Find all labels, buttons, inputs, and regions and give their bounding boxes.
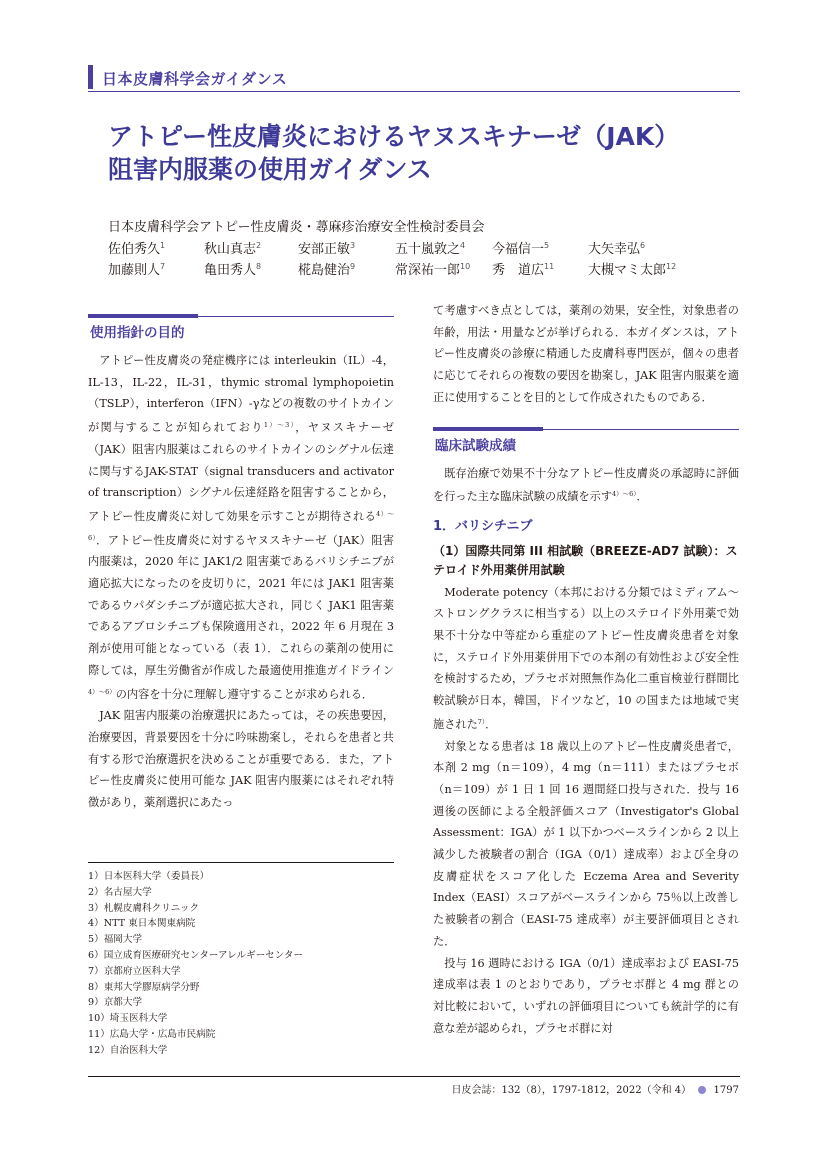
- footnote: 1）日本医科大学（委員長）: [88, 871, 210, 882]
- citation-ref: 4）〜6）: [88, 509, 394, 542]
- author: 大槻マミ太郎$^{12}$: [588, 262, 677, 278]
- author-row: [108, 259, 728, 280]
- author-list: [108, 238, 728, 280]
- header-accent-bar: [88, 65, 93, 89]
- header-rule: [88, 91, 740, 92]
- section-heading: [433, 429, 739, 457]
- footnote: 7）京都府立医科大学: [88, 965, 181, 977]
- citation-ref: 7）: [477, 717, 486, 726]
- journal-citation: 日皮会誌：132（8），1797-1812，2022（令和 4）: [451, 1085, 692, 1096]
- section-accent: [88, 314, 198, 318]
- footnote: 2）名古屋大学: [88, 886, 152, 898]
- author: 秀 道広$^{11}$: [492, 262, 555, 278]
- footnote: 9）京都大学: [88, 997, 143, 1009]
- committee-name: 日本皮膚科学会アトピー性皮膚炎・蕁麻疹治療安全性検討委員会: [108, 220, 485, 235]
- paragraph: 投与 16 週時における IGA（0/1）達成率および EASI-75 達成率は表 1 のとおりであり，プラセボ群と 4 mg 群との対比較において，いずれの評価項目についても統計学的に有意な差が認められ，プラセボ群に対: [433, 956, 739, 1035]
- section-accent: [433, 427, 543, 431]
- footnote: 8）東邦大学膠原病学分野: [88, 981, 200, 993]
- author: 椛島健治$^9$: [298, 262, 356, 278]
- footnote: 10）埼玉医科大学: [88, 1013, 168, 1025]
- author: 大矢幸弘$^6$: [588, 241, 646, 257]
- citation-ref: 4）〜6）: [88, 687, 116, 696]
- author: 亀田秀人$^8$: [204, 262, 262, 278]
- subsubsection-title: （1）国際共同第 III 相試験（BREEZE-AD7 試験）：ステロイド外用薬併用試験: [433, 543, 738, 577]
- author: 安部正敏$^3$: [298, 241, 356, 257]
- section-label: 日本皮膚科学会ガイダンス: [102, 70, 288, 88]
- section-title: 臨床試験成績: [435, 437, 516, 454]
- paragraph: Moderate potency（本邦における分類ではミディアム〜ストロングクラスに相当する）以上のステロイド外用薬で効果不十分な中等症から重症のアトピー性皮膚炎患者を対象に，ステロイド外用薬併用下での本剤の有効性および安全性を検討するため，プラセボ対照無作為化二重盲検並行群間比較試験が日本，韓国，ドイツなど，10 の国または地域で実施された$^{7)}$．: [433, 585, 739, 731]
- section-heading: [88, 316, 394, 344]
- citation-ref: 1）〜3）: [263, 421, 296, 430]
- footnote: 6）国立成育医療研究センターアレルギーセンター: [88, 949, 304, 961]
- author-row: [108, 238, 728, 259]
- paragraph: アトピー性皮膚炎の発症機序には interleukin（IL）-4，IL-13，IL-22，IL-31，thymic stromal lymphopoietin（TSLP），interferon（IFN）-γなどの複数のサイトカインが関与することが知られており$^{1)〜3)}$，ヤヌスキナーゼ（JAK）阻害内服薬はこれらのサイトカインのシグナル伝達に関与するJAK-STAT（signal transducers and activator of transcription）シグナル伝達経路を阻害することから，アトピー性皮膚炎に対して効果を示すことが期待される$^{4)〜6)}$．アトピー性皮膚炎に対するヤヌスキナーゼ（JAK）阻害内服薬は，2020 年に JAK1/2 阻害薬であるバリシチニブが適応拡大になったのを皮切りに，2021 年には JAK1 阻害薬であるウパダシチニブが適応拡大され，同じく JAK1 阻害薬であるアブロシチニブも保険適用され，2022 年 6 月現在 3 剤が使用可能となっている（表 1）．これらの薬剤の使用に際しては，厚生労働省が作成した最適使用推進ガイドライン$^{4)〜6)}$の内容を十分に理解し遵守することが求められる．: [88, 354, 394, 701]
- page-footer: [451, 1081, 739, 1096]
- bullet-dot-icon: [698, 1086, 706, 1094]
- title-line-2: 阻害内服薬の使用ガイダンス: [108, 155, 432, 184]
- paragraph: て考慮すべき点としては，薬剤の効果，安全性，対象患者の年齢，用法・用量などが挙げられる．本ガイダンスは，アトピー性皮膚炎の診療に精通した皮膚科専門医が，個々の患者に応じてそれらの複数の要因を勘案し，JAK 阻害内服薬を適正に使用することを目的として作成されたものである．: [433, 304, 739, 404]
- subsection-title: 1．バリシチニブ: [433, 518, 533, 534]
- page-number: 1797: [713, 1085, 739, 1096]
- section-title: 使用指針の目的: [90, 325, 185, 341]
- author: 五十嵐敦之$^4$: [395, 241, 466, 257]
- footer-rule: [88, 1076, 740, 1077]
- footnote: 5）福岡大学: [88, 934, 143, 946]
- paragraph: 既存治療で効果不十分なアトピー性皮膚炎の承認時に評価を行った主な臨床試験の成績を示す$^{4)〜6)}$．: [433, 466, 739, 504]
- author: 佐伯秀久$^1$: [108, 241, 166, 257]
- journal-section-header: [88, 64, 740, 92]
- footnote: 12）自治医科大学: [88, 1044, 168, 1056]
- author: 秋山真志$^2$: [204, 241, 262, 257]
- footnote: 11）広島大学・広島市民病院: [88, 1028, 216, 1040]
- author: 常深祐一郎$^{10}$: [395, 262, 471, 278]
- paragraph: 対象となる患者は 18 歳以上のアトピー性皮膚炎患者で，本剤 2 mg（n＝109），4 mg（n＝111）またはプラセボ（n＝109）が 1 日 1 回 16 週間経口投与された．投与 16 週後の医師による全般評価スコア（Investigator's Global Assessment：IGA）が 1 以下かつベースラインから 2 以上減少した被験者の割合（IGA（0/1）達成率）および全身の皮膚症状をスコア化した Eczema Area and Severity Index（EASI）スコアがベースラインから 75％以上改善した被験者の割合（EASI-75 達成率）が主要評価項目とされた．: [433, 739, 739, 948]
- footnote: 3）札幌皮膚科クリニック: [88, 902, 200, 914]
- author: 今福信一$^5$: [492, 241, 550, 257]
- affiliation-footnotes: [88, 862, 394, 1059]
- citation-ref: 4）〜6）: [612, 490, 637, 499]
- paragraph: JAK 阻害内服薬の治療選択にあたっては，その疾患要因，治療要因，背景要因を十分に吟味勘案し，それらを患者と共有する形で治療選択を決めることが重要である．また，アトピー性皮膚炎に使用可能な JAK 阻害内服薬にはそれぞれ特徴があり，薬剤選択にあたっ: [88, 709, 394, 810]
- footnote: 4）NTT 東日本関東病院: [88, 918, 196, 930]
- left-column: [88, 300, 394, 814]
- author: 加藤則人$^7$: [108, 262, 166, 278]
- title-line-1: アトピー性皮膚炎におけるヤヌスキナーゼ（JAK）: [108, 122, 680, 151]
- right-column: [433, 300, 739, 1039]
- article-title: [108, 120, 738, 186]
